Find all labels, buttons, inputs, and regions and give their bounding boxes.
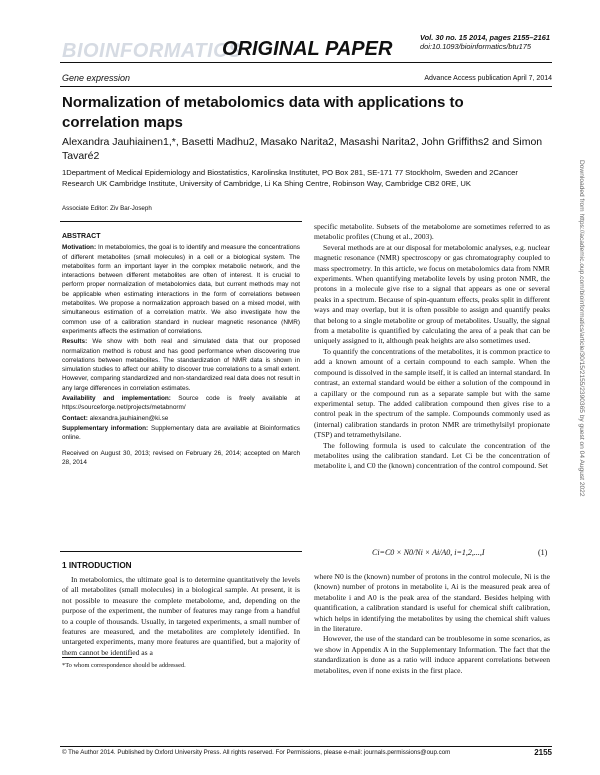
equation: Ci=C0 × N0/Ni × Ai/A0, i=1,2,...,I [372, 548, 485, 557]
results-label: Results: [62, 338, 88, 346]
supplementary-label: Supplementary information: [62, 424, 149, 432]
abstract [62, 232, 300, 468]
copyright: © The Author 2014. Published by Oxford University Press. All rights reserved. For Permissions, please e-mail: journals.permissions@oup.com [62, 749, 451, 756]
paragraph: where N0 is the (known) number of protons in the control molecule, Ni is the (known) number of protons in metabolite i, Ai is the measured peak area of metabolite i and A0 is the peak area of the standard. Besides helping with quantification, a calibration standard is useful for chemical shift calibration, which helps in identifying the metabolites by using the chemical shift values in the literature. [314, 572, 550, 634]
author-list: Alexandra Jauhiainen1,*, Basetti Madhu2, Masako Narita2, Masashi Narita2, John Griffiths2 and Simon Tavaré2 [62, 136, 543, 162]
publication-date: Advance Access publication April 7, 2014 [424, 75, 552, 82]
contact-label: Contact: [62, 414, 88, 422]
right-column-top [314, 222, 550, 472]
introduction-paragraph: In metabolomics, the ultimate goal is to determine quantitatively the levels of all metabolites (small molecules) in a biological sample. At present, it is not possible to measure the complete metabolome, and, depending on the purpose of the experiment, the number of features may range from a handful to a couple of thousands. Usually, in targeted experiments, a small number of features are measured, and the metabolites are completely identified. In untargeted experiments, many more features are quantified, but a majority of them cannot be identified as a [62, 575, 300, 657]
article-title: Normalization of metabolomics data with applications to correlation maps [62, 94, 464, 131]
footnote-rule [62, 657, 132, 658]
results-text: We show with both real and simulated data that our proposed normalization method is robust and has good performance when discovering true correlations between metabolites. The standardization of NMR data is shown in simulation studies to affect our ability to discover true correlations to a small extent. However, comparing standardized and non-standardized real data does not result in any large differences in correlation estimates. [62, 338, 300, 392]
availability-text[interactable]: Source code is freely available at https://sourceforge.net/projects/metabnorm/ [62, 395, 300, 412]
contact-email[interactable]: alexandra.jauhiainen@ki.se [89, 414, 169, 422]
abstract-contact [62, 414, 300, 423]
doi[interactable]: doi:10.1093/bioinformatics/btu175 [420, 42, 531, 51]
section-rule [60, 86, 552, 87]
paragraph: The following formula is used to calculate the concentration of the metabolites using the calibration standard. Let Ci be the concentration of metabolite i, and C0 the (known) concentration of the control compound. Set [314, 440, 550, 471]
introduction-body [62, 575, 300, 658]
footer-rule [60, 746, 552, 747]
download-watermark-text[interactable]: Downloaded from https://academic.oup.com/bioinformatics/article/30/15/2155/2390365 by guest on 04 August 2022 [578, 160, 585, 497]
abstract-heading: ABSTRACT [62, 233, 101, 240]
introduction-heading: 1 INTRODUCTION [62, 561, 132, 570]
availability-label: Availability and implementation: [62, 395, 171, 403]
motivation-label: Motivation: [62, 244, 97, 252]
paper-type: ORIGINAL PAPER [222, 38, 393, 60]
abstract-results [62, 337, 300, 393]
paragraph: Several methods are at our disposal for metabolomic analyses, e.g. nuclear magnetic resonance (NMR) spectroscopy or gas chromatography coupled to mass spectrometry. In this article, we focus on metabolomics data from NMR experiments. When quantifying metabolite levels by using proton NMR, the protons in a molecule give rise to a signal that appears as one or several peaks in a spectrum. Because of spin-quantum effects, peaks split in different ways and may overlap, but it is often possible to assign and quantify peaks that belong to a single metabolite or group of metabolites. Usually, the signal from a metabolite is quantified by calculating the area of a peak that can be uniquely assigned to it, although peak heights are also sometimes used. [314, 242, 550, 346]
motivation-text: In metabolomics, the goal is to identify and measure the concentrations of different metabolites (small molecules) in a cell or a biological system. The metabolites form an important layer in the complex metabolic network, and the interactions between different metabolites are often of interest. It is crucial to perform proper normalization of metabolomics data, but current methods may not be applicable when estimating interactions in the form of correlations between metabolites. We propose a normalization approach based on a mixed model, with simultaneous estimation of a correlation matrix. We also investigate how the common use of a calibration standard in nuclear magnetic resonance (NMR) experiments affects the estimation of correlations. [62, 244, 300, 335]
journal-name: BIOINFORMATICS [62, 40, 242, 62]
affiliations: 1Department of Medical Epidemiology and Biostatistics, Karolinska Institutet, PO Box 281, SE-171 77 Stockholm, Sweden and 2Cancer Research UK Cambridge Institute, University of Cambridge, Li Ka Shing Centre, Robinson Way, Cambridge CB2 0RE, UK [62, 168, 518, 188]
received-dates: Received on August 30, 2013; revised on February 26, 2014; accepted on March 28, 2014 [62, 449, 300, 466]
abstract-top-rule [60, 221, 302, 222]
footnote: *To whom correspondence should be addressed. [62, 662, 186, 669]
page-number: 2155 [534, 748, 552, 757]
abstract-motivation [62, 243, 300, 336]
abstract-bottom-rule [60, 551, 302, 552]
download-watermark [574, 160, 588, 580]
abstract-availability [62, 394, 300, 413]
equation-number: (1) [538, 548, 548, 557]
paragraph: However, the use of the standard can be troublesome in some scenarios, as we show in Appendix A in the Supplementary Information. The fact that the standardization is done as a ratio will induce apparent correlations between metabolites, even if none exists in the first place. [314, 634, 550, 675]
right-column-bottom [314, 572, 550, 676]
section-label: Gene expression [62, 73, 131, 83]
header-rule [60, 62, 552, 63]
paragraph: To quantify the concentrations of the metabolites, it is common practice to add a known amount of a certain compound to each sample. When the compound is dissolved in the sample itself, it is called an internal standard. In contrast, an external standard would be either a solution of the compound in a capillary or the compound run as a separate sample but with the same experimental setup. The added calibration compound then gives rise to a control peak in the spectrum of the sample. Compounds commonly used as (internal) calibration standards in proton NMR are trimethylsilyl propionate (TSP) and tetramethylsilane. [314, 346, 550, 440]
paragraph: specific metabolite. Subsets of the metabolome are sometimes referred to as metabolic profiles (Chung et al., 2003). [314, 222, 550, 242]
volume-info: Vol. 30 no. 15 2014, pages 2155–2161 [420, 33, 550, 42]
supplementary-text: Supplementary data are available at Bioinformatics online. [62, 424, 300, 442]
associate-editor: Associate Editor: Ziv Bar-Joseph [62, 205, 152, 212]
abstract-supplementary [62, 424, 300, 443]
